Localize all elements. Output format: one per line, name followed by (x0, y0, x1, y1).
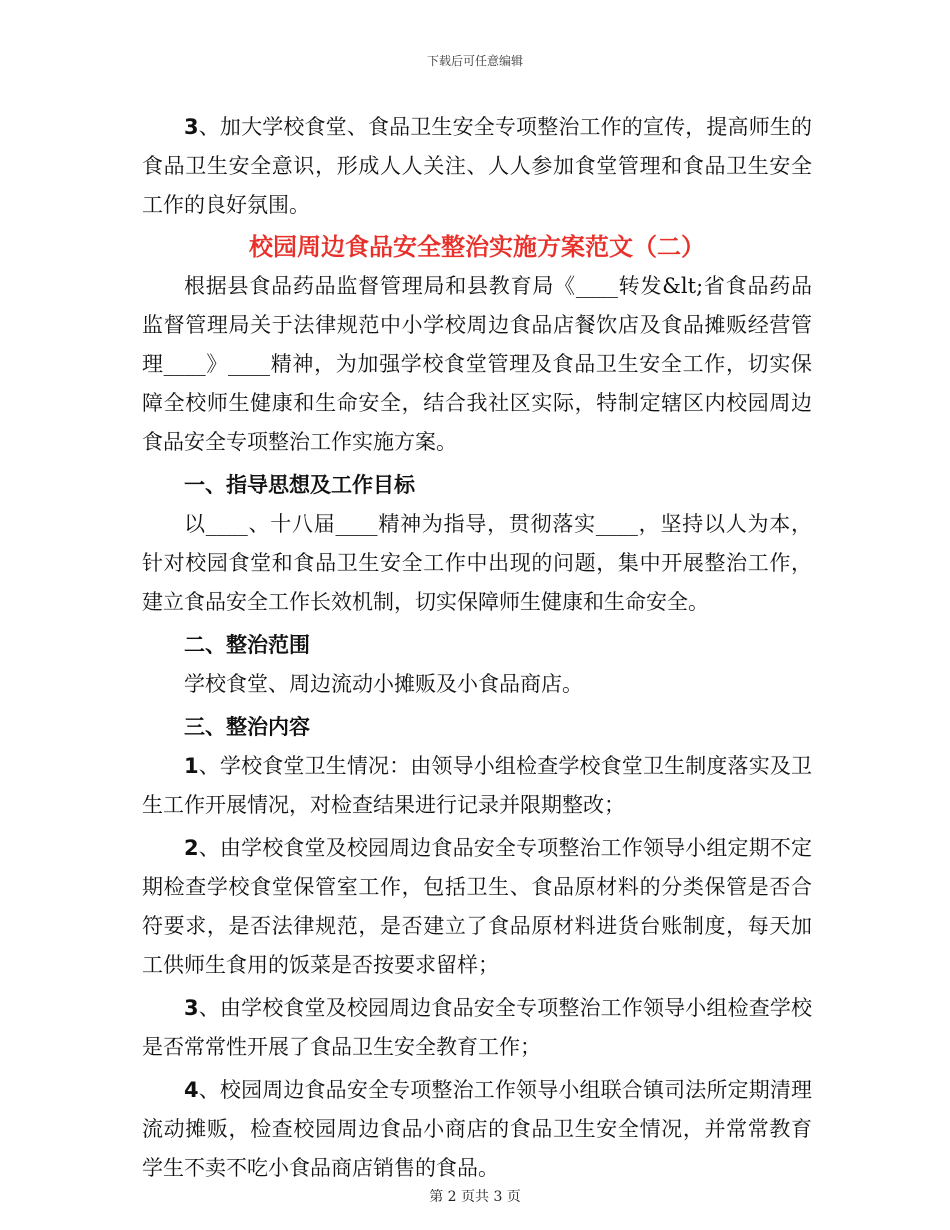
section-heading-3: 三、整治内容 (184, 715, 310, 739)
item-number: 3 (184, 115, 199, 139)
item-text: 、由学校食堂及校园周边食品安全专项整治工作领导小组定期不定期检查学校食堂保管室工作，包括卫生、食品原材料的分类保管是否合符要求，是否法律规范，是否建立了食品原材料进货台账制度，每天加工供师生食用的饭菜是否按要求留样； (142, 836, 812, 977)
item-text: 、由学校食堂及校园周边食品安全专项整治工作领导小组检查学校是否常常性开展了食品卫生安全教育工作； (142, 996, 812, 1059)
paragraph-text: 、加大学校食堂、食品卫生安全专项整治工作的宣传，提高师生的食品卫生安全意识，形成人人关注、人人参加食堂管理和食品卫生安全工作的良好氛围。 (142, 115, 812, 217)
paragraph-item-3-previous (142, 108, 812, 225)
item-number: 1 (184, 754, 199, 778)
intro-paragraph: 根据县食品药品监督管理局和县教育局《____转发&lt;省食品药品监督管理局关于法律规范中小学校周边食品店餐饮店及食品摊贩经营管理____》____精神，为加强学校食堂管理及食品卫生安全工作，切实保障全校师生健康和生命安全，结合我社区实际，特制定辖区内校园周边食品安全专项整治工作实施方案。 (142, 274, 812, 454)
item-number: 2 (184, 836, 199, 860)
page-number: 第 2 页共 3 页 (429, 1189, 521, 1205)
content-item-4 (142, 1071, 812, 1188)
item-number: 3 (184, 996, 199, 1020)
item-text: 、学校食堂卫生情况：由领导小组检查学校食堂卫生制度落实及卫生工作开展情况，对检查结果进行记录并限期整改； (142, 754, 812, 817)
header-note: 下载后可任意编辑 (426, 54, 523, 68)
section-2-paragraph: 学校食堂、周边流动小摊贩及小食品商店。 (184, 672, 583, 696)
content-item-2 (142, 829, 812, 985)
content-item-1 (142, 747, 812, 825)
document-body (142, 108, 812, 1188)
content-item-3 (142, 989, 812, 1067)
section-1-paragraph: 以____、十八届____精神为指导，贯彻落实____，坚持以人为本，针对校园食堂和食品卫生安全工作中出现的问题，集中开展整治工作，建立食品安全工作长效机制，切实保障师生健康和生命安全。 (142, 512, 812, 614)
document-title: 校园周边食品安全整治实施方案范文（二） (249, 233, 705, 261)
section-heading-2: 二、整治范围 (184, 633, 310, 657)
section-heading-1: 一、指导思想及工作目标 (184, 473, 415, 497)
item-text: 、校园周边食品安全专项整治工作领导小组联合镇司法所定期清理流动摊贩，检查校园周边食品小商店的食品卫生安全情况，并常常教育学生不卖不吃小食品商店销售的食品。 (142, 1078, 812, 1180)
item-number: 4 (184, 1078, 199, 1102)
